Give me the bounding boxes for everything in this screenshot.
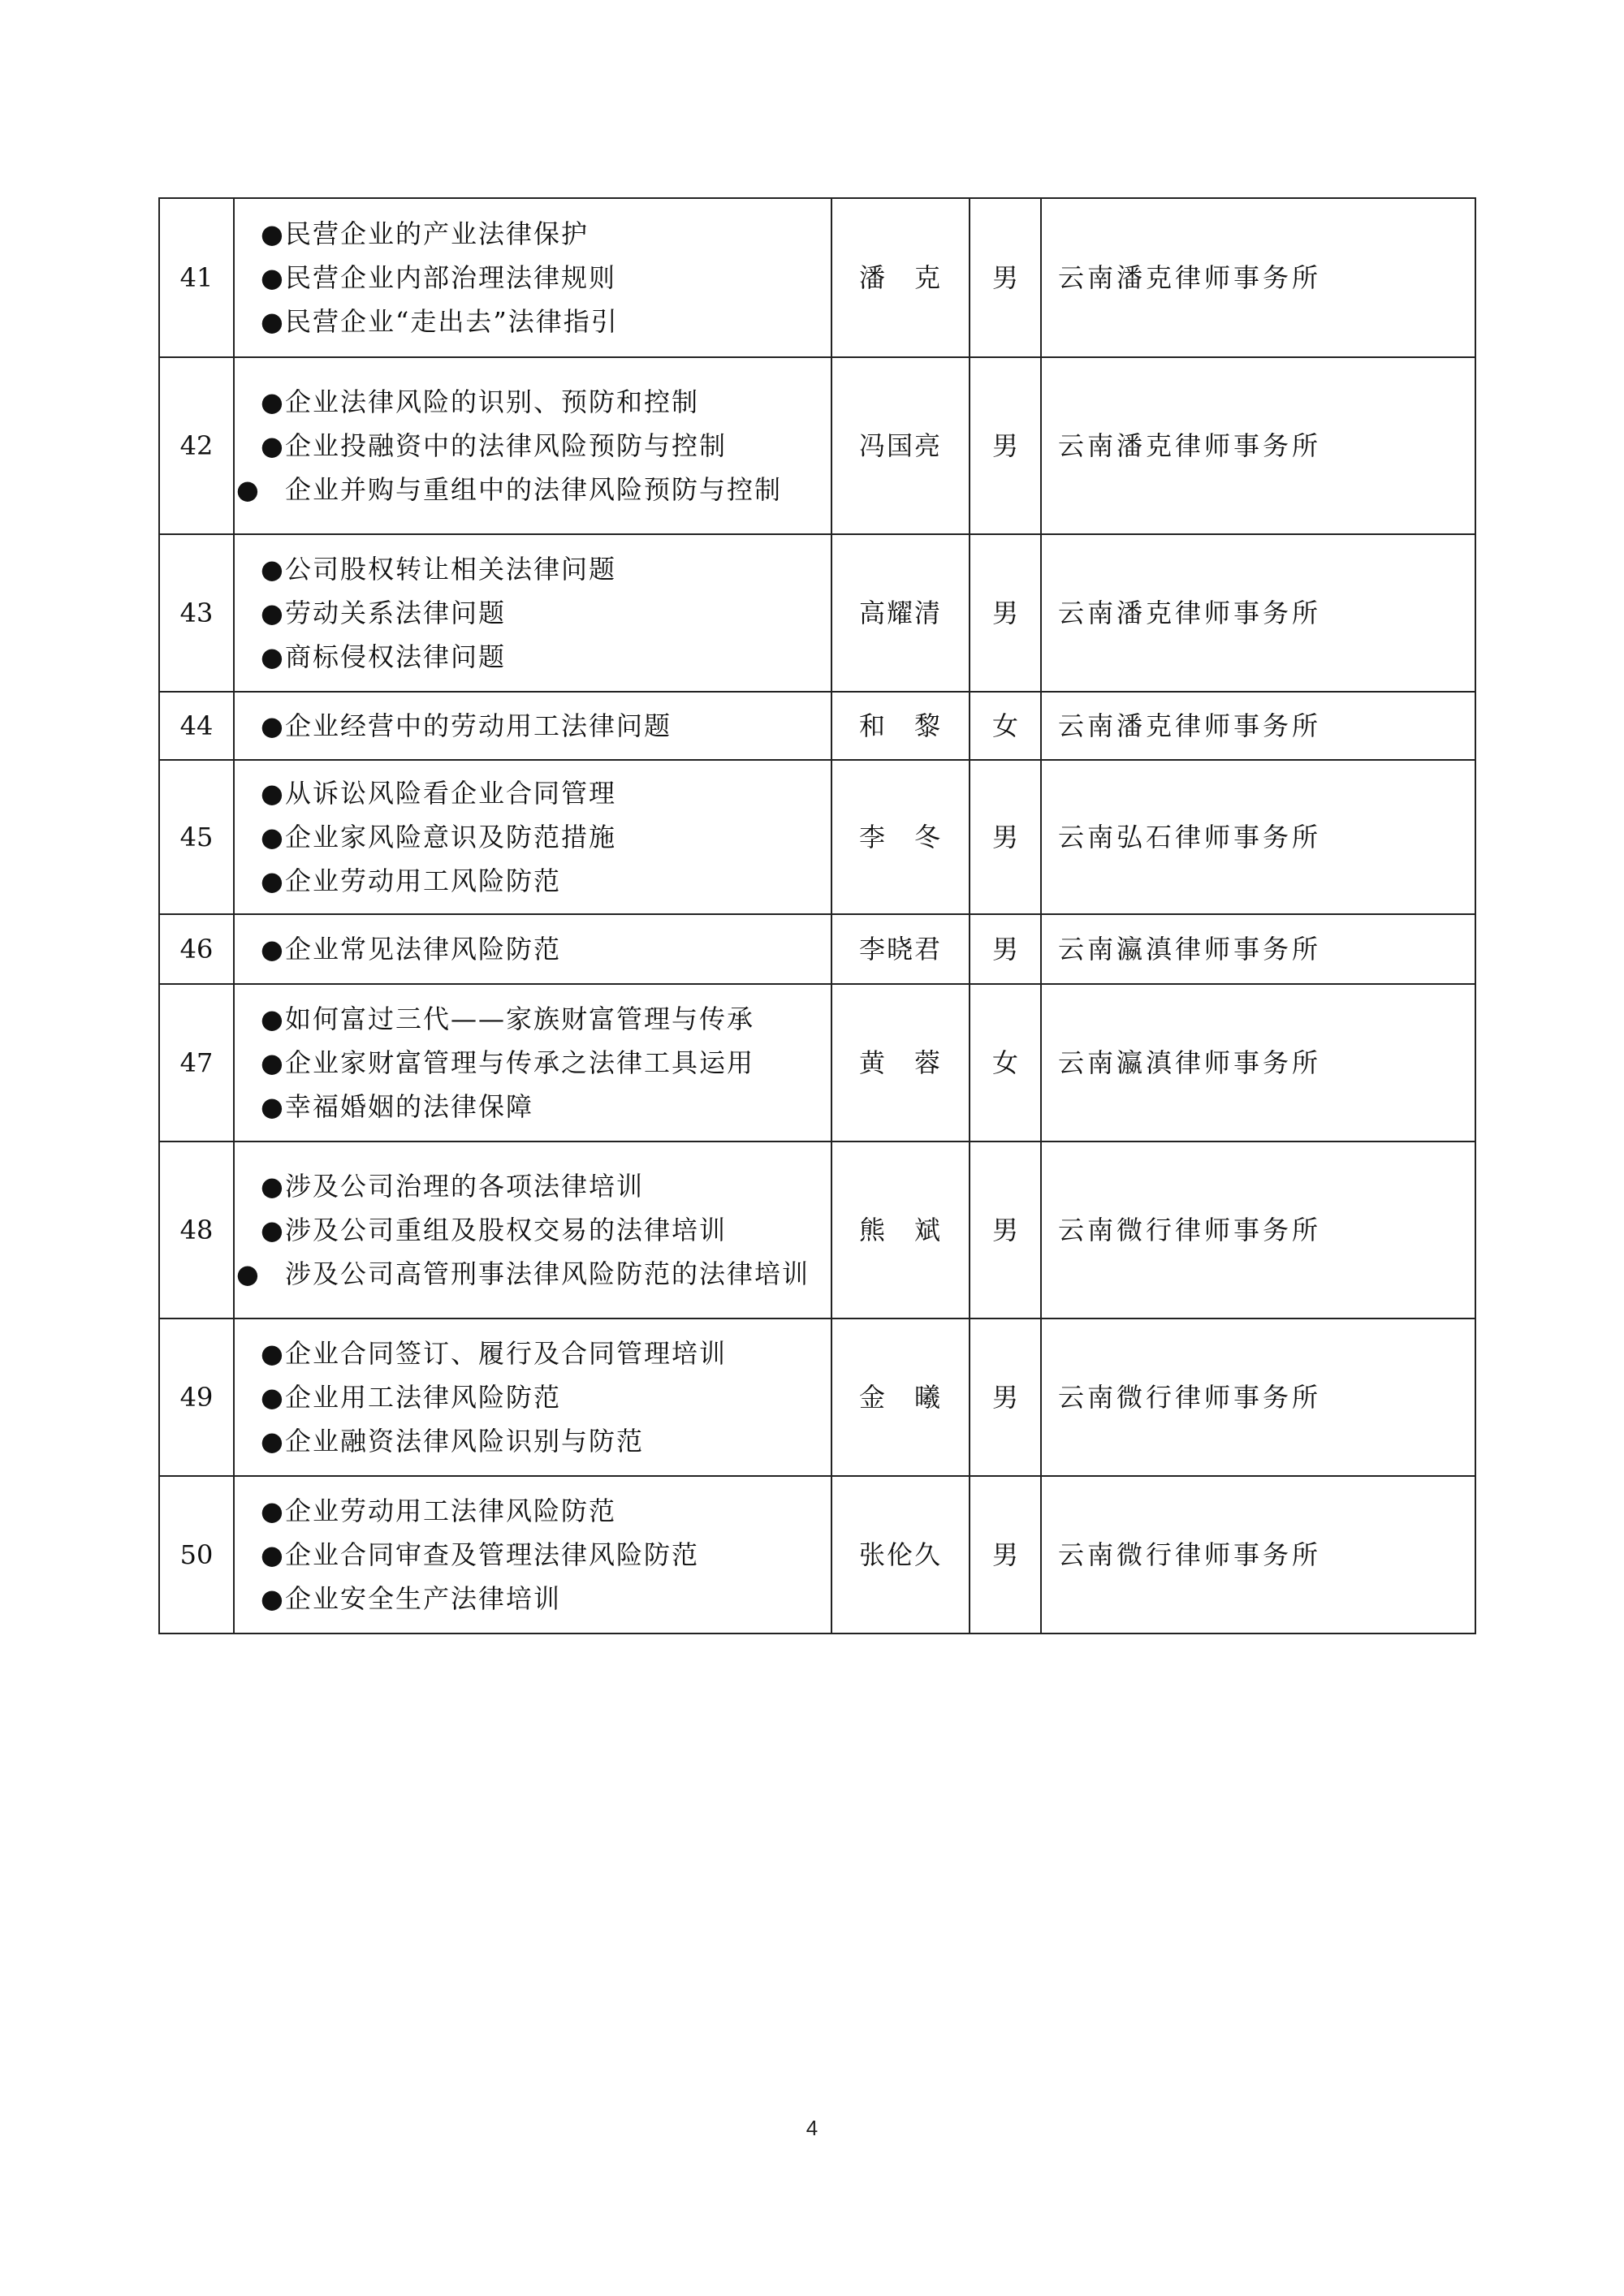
topic-item: ●民营企业的产业法律保护 <box>261 212 819 256</box>
lecturer-name: 李 冬 <box>831 760 970 914</box>
bullet-icon: ● <box>261 778 285 809</box>
lecture-table <box>158 197 1476 1634</box>
law-firm: 云南潘克律师事务所 <box>1041 692 1475 760</box>
law-firm: 云南潘克律师事务所 <box>1041 357 1475 534</box>
lecturer-gender: 男 <box>970 198 1041 357</box>
topic-item: ●企业经营中的劳动用工法律问题 <box>261 704 819 748</box>
lecturer-name: 冯国亮 <box>831 357 970 534</box>
lecturer-gender: 女 <box>970 984 1041 1142</box>
topics-cell <box>234 1318 831 1476</box>
bullet-icon: ● <box>261 1047 285 1078</box>
table-row <box>159 984 1475 1142</box>
lecturer-name: 高耀清 <box>831 534 970 692</box>
lecturer-gender: 男 <box>970 914 1041 984</box>
lecturer-name: 张伦久 <box>831 1476 970 1634</box>
topics-cell <box>234 914 831 984</box>
bullet-icon: ● <box>261 1338 285 1369</box>
bullet-icon: ● <box>261 262 285 293</box>
topics-cell <box>234 984 831 1142</box>
topic-item: ●劳动关系法律问题 <box>261 591 819 635</box>
bullet-icon: ● <box>261 430 285 461</box>
topic-item: ●涉及公司重组及股权交易的法律培训 <box>261 1208 819 1252</box>
bullet-icon: ● <box>261 1539 285 1570</box>
topic-item: ●企业家财富管理与传承之法律工具运用 <box>261 1041 819 1085</box>
topic-item: ●企业劳动用工风险防范 <box>261 859 819 903</box>
row-number: 43 <box>159 534 234 692</box>
page-number: 4 <box>806 2116 818 2140</box>
bullet-icon: ● <box>261 1426 285 1457</box>
topic-item: ●企业用工法律风险防范 <box>261 1375 819 1419</box>
bullet-icon: ● <box>261 306 285 337</box>
bullet-icon: ● <box>261 1171 285 1202</box>
lecturer-gender: 男 <box>970 534 1041 692</box>
topic-item: ●企业家风险意识及防范措施 <box>261 815 819 859</box>
row-number: 50 <box>159 1476 234 1634</box>
law-firm: 云南瀛滇律师事务所 <box>1041 984 1475 1142</box>
bullet-icon: ● <box>261 822 285 852</box>
row-number: 46 <box>159 914 234 984</box>
table-row <box>159 1476 1475 1634</box>
table-row <box>159 198 1475 357</box>
bullet-icon: ● <box>261 1583 285 1614</box>
law-firm: 云南潘克律师事务所 <box>1041 534 1475 692</box>
topics-cell <box>234 1142 831 1318</box>
topic-item: ●如何富过三代——家族财富管理与传承 <box>261 997 819 1041</box>
topics-cell <box>234 1476 831 1634</box>
topic-item: ●幸福婚姻的法律保障 <box>261 1085 819 1129</box>
bullet-icon: ● <box>261 554 285 585</box>
topic-item: ●涉及公司治理的各项法律培训 <box>261 1164 819 1208</box>
lecturer-name: 李晓君 <box>831 914 970 984</box>
bullet-icon: ● <box>236 474 261 505</box>
bullet-icon: ● <box>261 710 285 741</box>
table-row <box>159 1142 1475 1318</box>
law-firm: 云南微行律师事务所 <box>1041 1476 1475 1634</box>
topics-cell <box>234 760 831 914</box>
bullet-icon: ● <box>261 598 285 628</box>
law-firm: 云南微行律师事务所 <box>1041 1142 1475 1318</box>
row-number: 44 <box>159 692 234 760</box>
topic-item: ●公司股权转让相关法律问题 <box>261 547 819 591</box>
bullet-icon: ● <box>236 1258 261 1289</box>
bullet-icon: ● <box>261 1215 285 1245</box>
lecturer-name: 潘 克 <box>831 198 970 357</box>
topic-item: ●企业法律风险的识别、预防和控制 <box>261 380 819 424</box>
law-firm: 云南弘石律师事务所 <box>1041 760 1475 914</box>
topics-cell <box>234 357 831 534</box>
topic-item: ●企业合同审查及管理法律风险防范 <box>261 1533 819 1577</box>
lecturer-name: 金 曦 <box>831 1318 970 1476</box>
lecturer-gender: 女 <box>970 692 1041 760</box>
bullet-icon: ● <box>261 1382 285 1413</box>
topics-cell <box>234 692 831 760</box>
row-number: 49 <box>159 1318 234 1476</box>
row-number: 47 <box>159 984 234 1142</box>
topic-item: ● 涉及公司高管刑事法律风险防范的法律培训 <box>261 1252 819 1296</box>
lecturer-gender: 男 <box>970 357 1041 534</box>
row-number: 42 <box>159 357 234 534</box>
topic-item: ●从诉讼风险看企业合同管理 <box>261 771 819 815</box>
lecturer-name: 和 黎 <box>831 692 970 760</box>
lecturer-name: 黄 蓉 <box>831 984 970 1142</box>
table-row <box>159 760 1475 914</box>
topic-item: ●企业安全生产法律培训 <box>261 1577 819 1621</box>
table-row <box>159 534 1475 692</box>
law-firm: 云南瀛滇律师事务所 <box>1041 914 1475 984</box>
topics-cell <box>234 198 831 357</box>
table-row <box>159 914 1475 984</box>
bullet-icon: ● <box>261 641 285 672</box>
lecturer-name: 熊 斌 <box>831 1142 970 1318</box>
row-number: 45 <box>159 760 234 914</box>
bullet-icon: ● <box>261 1003 285 1034</box>
lecturer-gender: 男 <box>970 1476 1041 1634</box>
bullet-icon: ● <box>261 218 285 249</box>
lecturer-gender: 男 <box>970 760 1041 914</box>
topic-item: ●企业合同签订、履行及合同管理培训 <box>261 1331 819 1375</box>
bullet-icon: ● <box>261 1495 285 1526</box>
topics-cell <box>234 534 831 692</box>
topic-item: ●企业投融资中的法律风险预防与控制 <box>261 424 819 468</box>
topic-item: ●企业劳动用工法律风险防范 <box>261 1489 819 1533</box>
table-row <box>159 1318 1475 1476</box>
topic-item: ●企业常见法律风险防范 <box>261 927 819 971</box>
bullet-icon: ● <box>261 386 285 417</box>
topic-item: ●民营企业内部治理法律规则 <box>261 256 819 300</box>
table-row <box>159 692 1475 760</box>
topic-item: ●商标侵权法律问题 <box>261 635 819 679</box>
bullet-icon: ● <box>261 1091 285 1122</box>
law-firm: 云南潘克律师事务所 <box>1041 198 1475 357</box>
law-firm: 云南微行律师事务所 <box>1041 1318 1475 1476</box>
table-row <box>159 357 1475 534</box>
topic-item: ●民营企业“走出去”法律指引 <box>261 300 819 343</box>
bullet-icon: ● <box>261 865 285 896</box>
row-number: 48 <box>159 1142 234 1318</box>
lecturer-gender: 男 <box>970 1142 1041 1318</box>
topic-item: ●企业融资法律风险识别与防范 <box>261 1419 819 1463</box>
lecturer-gender: 男 <box>970 1318 1041 1476</box>
row-number: 41 <box>159 198 234 357</box>
bullet-icon: ● <box>261 934 285 965</box>
topic-item: ● 企业并购与重组中的法律风险预防与控制 <box>261 468 819 511</box>
